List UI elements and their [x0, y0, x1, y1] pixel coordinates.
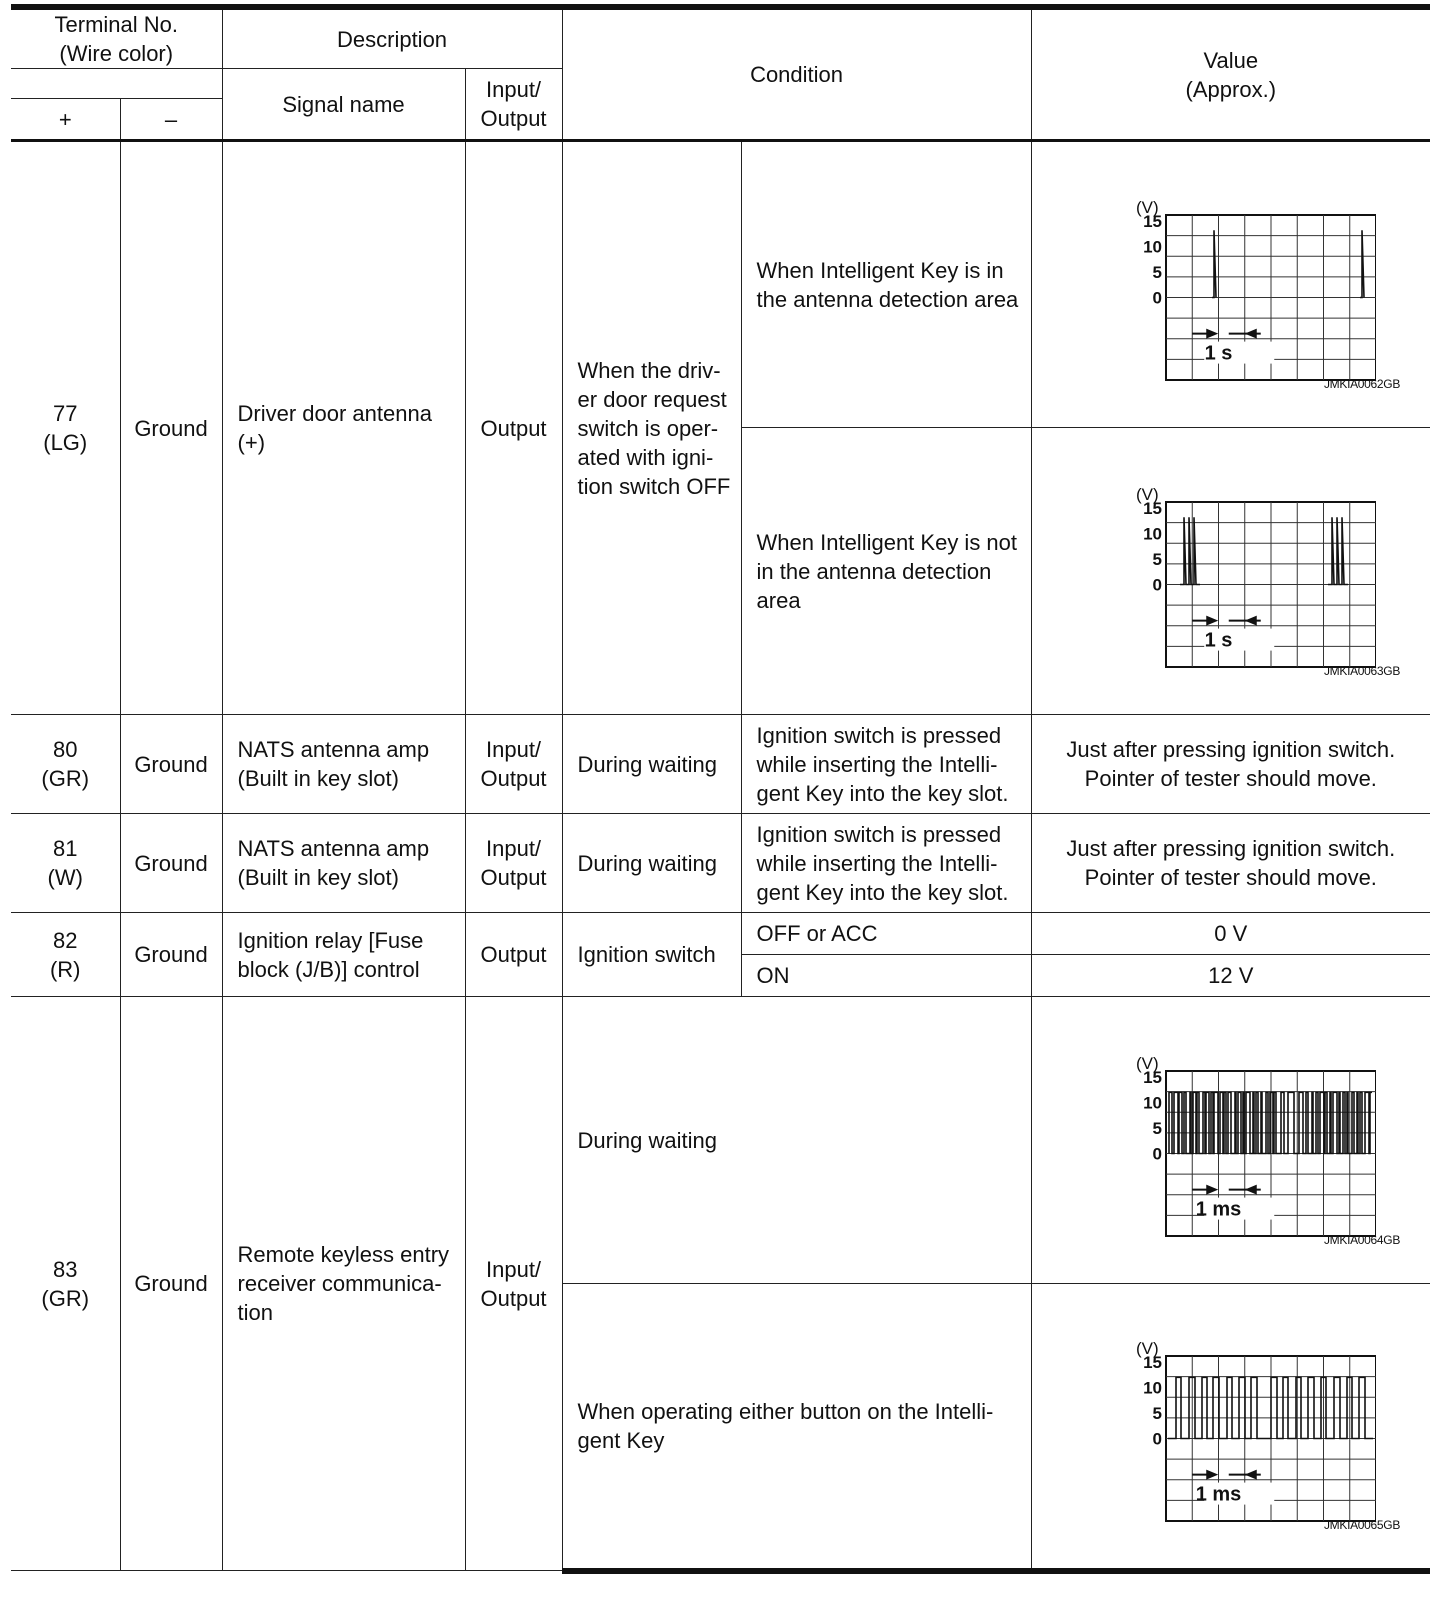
figure-caption: JMKIA0065GB	[1323, 1517, 1401, 1532]
table-row	[11, 814, 1430, 913]
scale-arrow	[1245, 329, 1257, 339]
signal-trace	[1169, 1092, 1372, 1153]
value-cell: Just after pressing ignition switch. Pointer of tester should move.	[1031, 715, 1430, 814]
value-cell: 12 V	[1031, 955, 1430, 997]
scale-label: 1 s	[1204, 342, 1233, 365]
scale-arrow	[1206, 615, 1218, 625]
header-condition: Condition	[562, 7, 1031, 141]
y-tick-label: 0	[1152, 1144, 1162, 1163]
scale-arrow	[1206, 1184, 1218, 1194]
ground-cell: Ground	[120, 997, 222, 1571]
y-tick-label: 10	[1142, 524, 1162, 543]
waveform-cell	[1031, 997, 1430, 1284]
scale-arrow	[1245, 1470, 1257, 1480]
y-tick-label: 0	[1152, 288, 1162, 308]
figure-caption: JMKIA0062GB	[1323, 377, 1401, 391]
header-input-output: Input/ Output	[465, 69, 562, 141]
sub-condition-cell: OFF or ACC	[741, 913, 1031, 955]
table-row	[11, 141, 1430, 428]
y-tick-label: 5	[1152, 549, 1162, 569]
y-tick-label: 15	[1142, 1353, 1162, 1373]
signal-name-cell: Driver door antenna (+)	[222, 141, 465, 715]
sub-condition-cell: When Intelligent Key is in the antenna detection area	[741, 141, 1031, 428]
waveform-chart	[1086, 177, 1376, 392]
condition-cell: During waiting	[562, 715, 741, 814]
io-cell: Output	[465, 913, 562, 997]
sub-condition-cell: Ignition switch is pressed while inserting the Intelli-gent Key into the key slot.	[741, 715, 1031, 814]
terminal-spec-table	[11, 4, 1430, 1574]
signal-name-cell: Ignition relay [Fuse block (J/B)] control	[222, 913, 465, 997]
ground-cell: Ground	[120, 141, 222, 715]
value-cell: Just after pressing ignition switch. Pointer of tester should move.	[1031, 814, 1430, 913]
header-value: Value (Approx.)	[1031, 7, 1430, 141]
scale-arrow	[1245, 1184, 1257, 1194]
scale-label: 1 ms	[1195, 1483, 1242, 1506]
scale-arrow	[1245, 615, 1257, 625]
signal-name-cell: NATS antenna amp (Built in key slot)	[222, 715, 465, 814]
figure-caption: JMKIA0064GB	[1323, 1233, 1401, 1247]
scale-label: 1 ms	[1195, 1198, 1242, 1221]
header-plus: +	[11, 99, 120, 141]
terminal-cell: 82 (R)	[11, 913, 120, 997]
figure-caption: JMKIA0063GB	[1323, 664, 1401, 678]
scale-arrow	[1206, 329, 1218, 339]
y-tick-label: 5	[1152, 263, 1162, 282]
signal-name-cell: Remote keyless entry receiver communica-tion	[222, 997, 465, 1571]
scale-arrow	[1206, 1470, 1218, 1480]
waveform-cell	[1031, 141, 1430, 428]
header-terminal-no: Terminal No. (Wire color)	[11, 7, 222, 69]
unit-label: (V)	[1135, 198, 1159, 217]
header-signal-name: Signal name	[222, 69, 465, 141]
terminal-cell: 77 (LG)	[11, 141, 120, 715]
condition-cell: Ignition switch	[562, 913, 741, 997]
table-row	[11, 913, 1430, 955]
value-cell: 0 V	[1031, 913, 1430, 955]
waveform-chart	[1086, 1318, 1376, 1533]
signal-trace	[1212, 230, 1364, 297]
sub-condition-cell: During waiting	[562, 997, 1031, 1284]
waveform-cell	[1031, 1284, 1430, 1571]
io-cell: Input/ Output	[465, 997, 562, 1571]
waveform-chart	[1086, 1033, 1376, 1248]
unit-label: (V)	[1135, 1339, 1159, 1359]
terminal-cell: 83 (GR)	[11, 997, 120, 1571]
waveform-cell	[1031, 428, 1430, 715]
y-tick-label: 0	[1152, 1429, 1162, 1449]
waveform-chart	[1086, 464, 1376, 679]
table-row	[11, 997, 1430, 1284]
sub-condition-cell: When operating either button on the Intelli-gent Key	[562, 1284, 1031, 1571]
sub-condition-cell: Ignition switch is pressed while inserting the Intelli-gent Key into the key slot.	[741, 814, 1031, 913]
y-tick-label: 5	[1152, 1404, 1162, 1424]
y-tick-label: 10	[1142, 237, 1162, 257]
io-cell: Input/ Output	[465, 715, 562, 814]
ground-cell: Ground	[120, 715, 222, 814]
y-tick-label: 0	[1152, 575, 1162, 594]
terminal-cell: 81 (W)	[11, 814, 120, 913]
header-minus: –	[120, 99, 222, 141]
y-tick-label: 15	[1142, 498, 1162, 518]
io-cell: Output	[465, 141, 562, 715]
signal-trace	[1180, 517, 1348, 584]
sub-condition-cell: ON	[741, 955, 1031, 997]
unit-label: (V)	[1135, 1053, 1159, 1073]
signal-name-cell: NATS antenna amp (Built in key slot)	[222, 814, 465, 913]
header-terminal-spacer	[11, 69, 222, 99]
scale-label: 1 s	[1204, 629, 1233, 652]
condition-cell: During waiting	[562, 814, 741, 913]
header-description: Description	[222, 7, 562, 69]
terminal-cell: 80 (GR)	[11, 715, 120, 814]
signal-trace	[1168, 1378, 1373, 1439]
ground-cell: Ground	[120, 913, 222, 997]
ground-cell: Ground	[120, 814, 222, 913]
y-tick-label: 10	[1142, 1378, 1162, 1398]
y-tick-label: 15	[1142, 212, 1162, 231]
y-tick-label: 5	[1152, 1118, 1162, 1138]
io-cell: Input/ Output	[465, 814, 562, 913]
unit-label: (V)	[1135, 484, 1159, 504]
table-row	[11, 715, 1430, 814]
y-tick-label: 15	[1142, 1067, 1162, 1087]
condition-cell: When the driv-er door request switch is oper-ated with igni-tion switch OFF	[562, 141, 741, 715]
sub-condition-cell: When Intelligent Key is not in the antenna detection area	[741, 428, 1031, 715]
y-tick-label: 10	[1142, 1093, 1162, 1112]
